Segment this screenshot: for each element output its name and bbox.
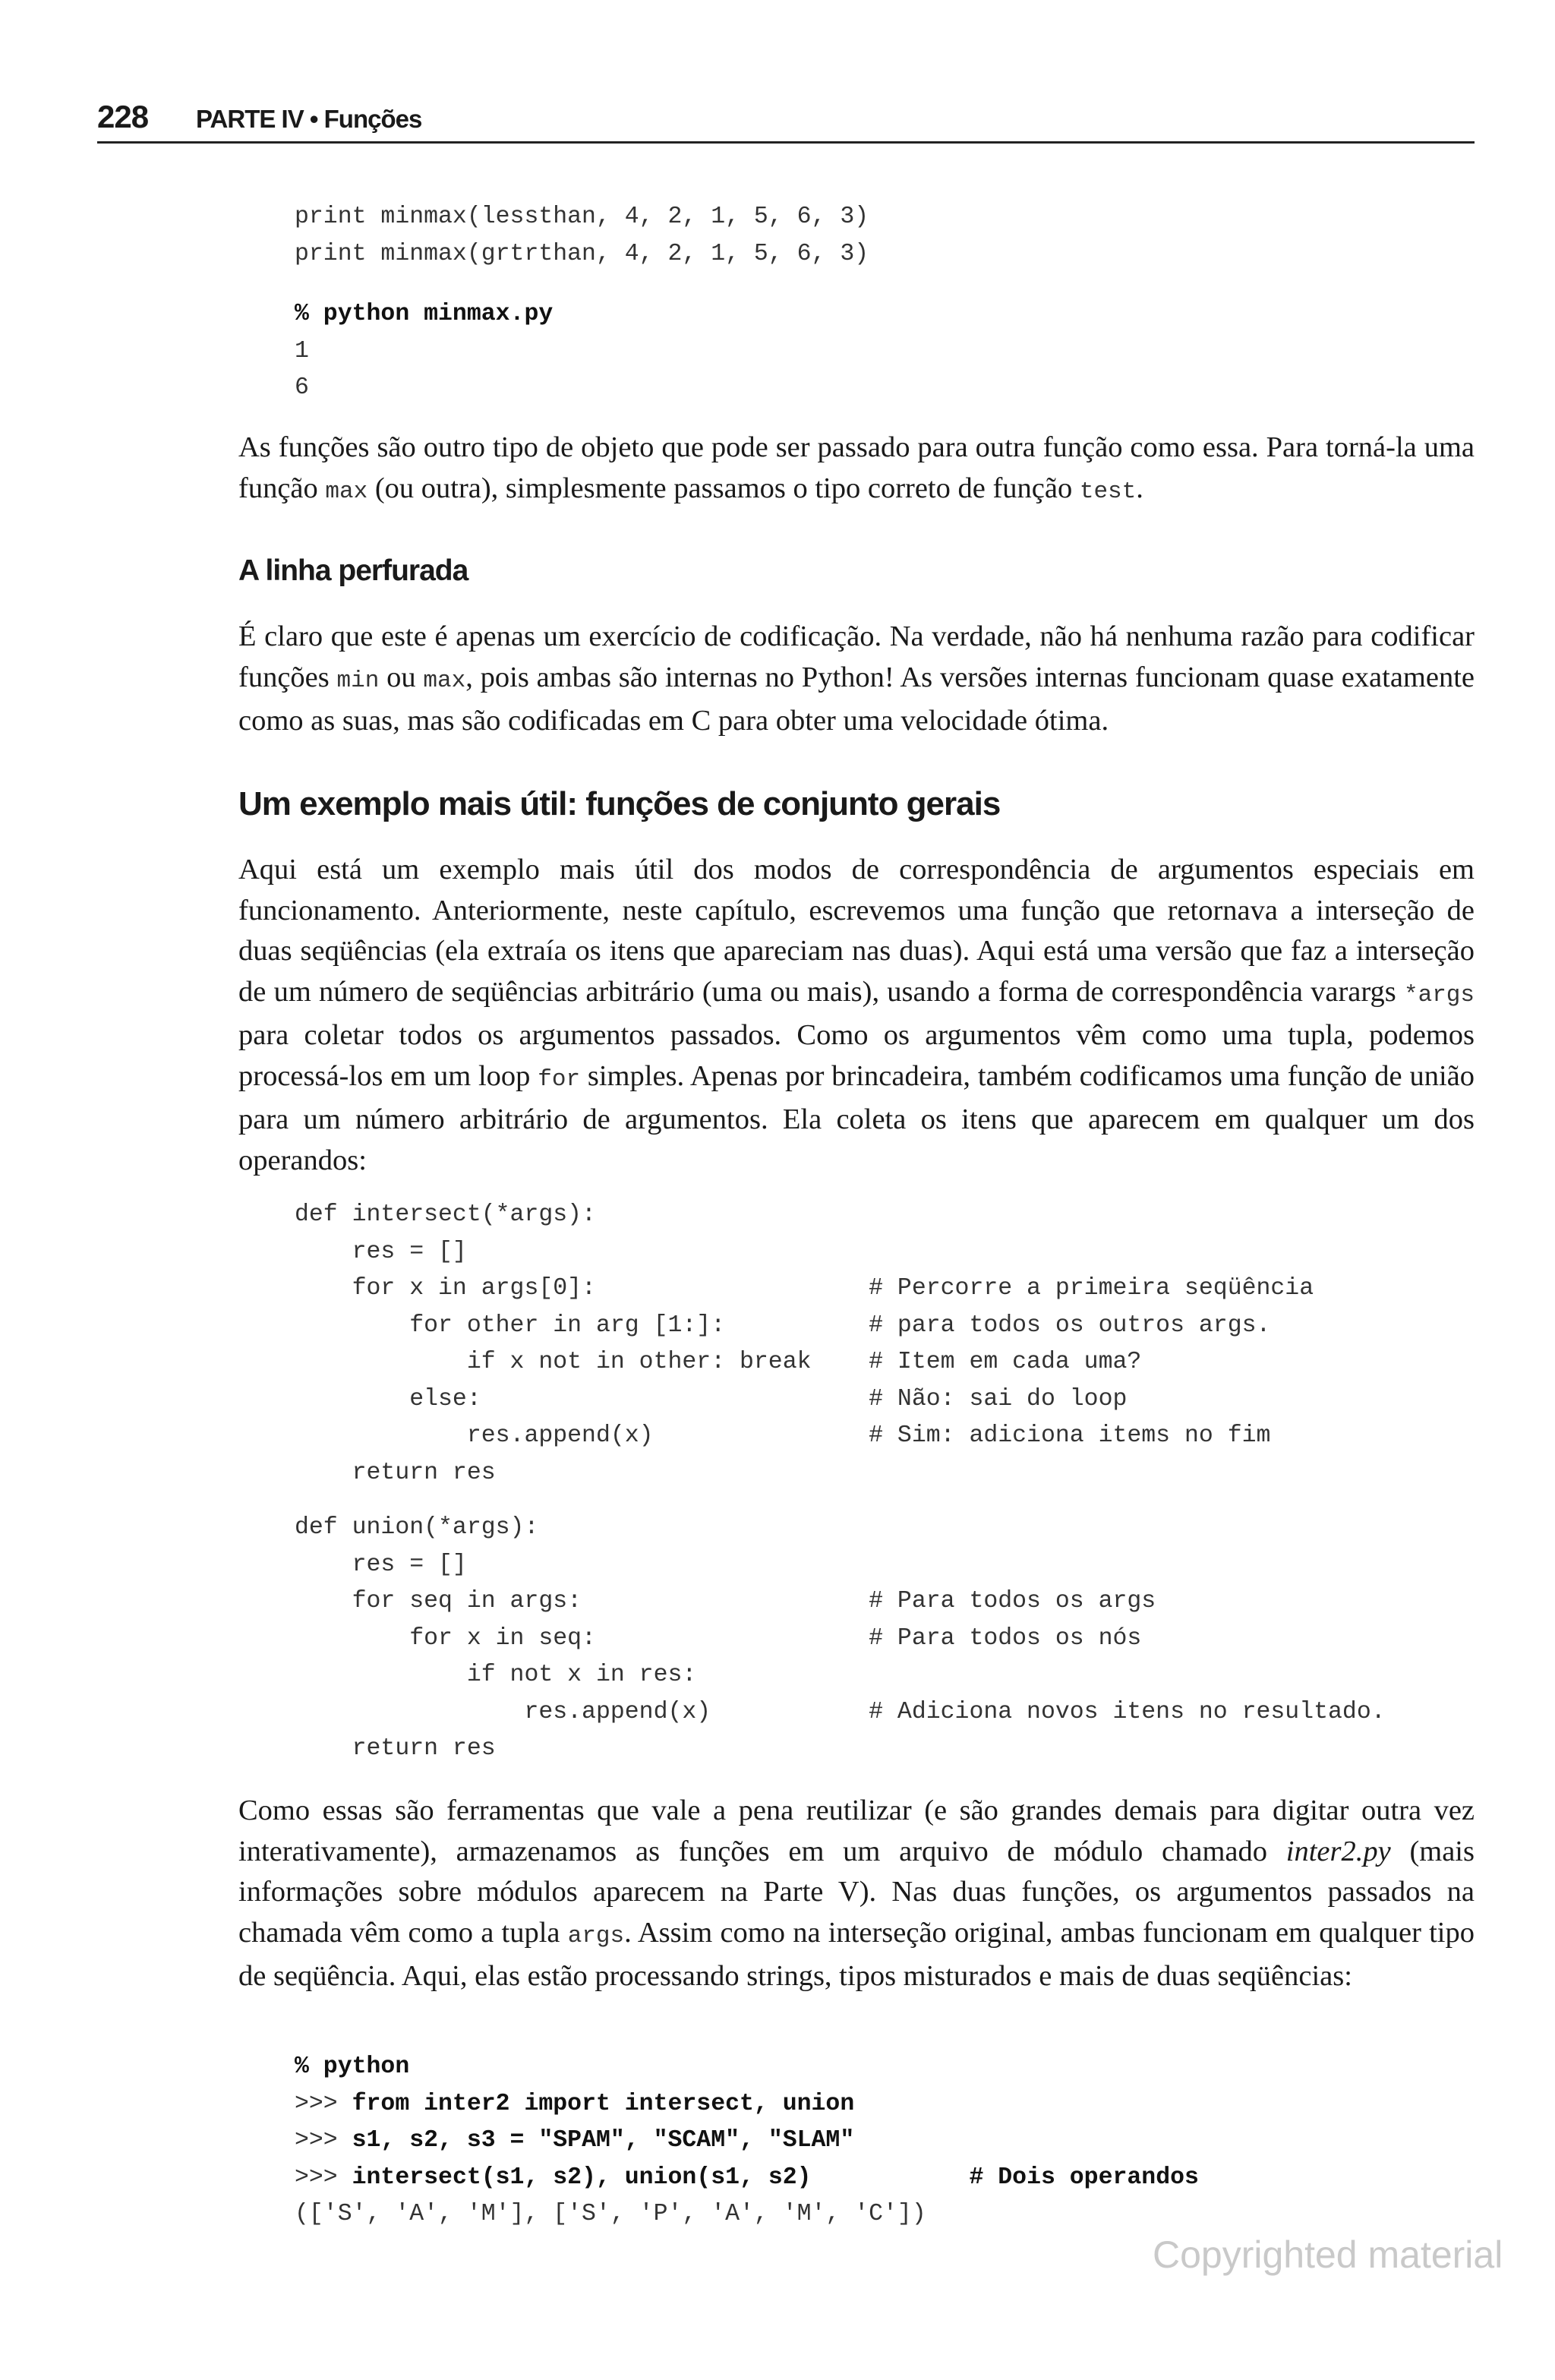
inline-code: max (325, 478, 368, 505)
watermark: Copyrighted material (1153, 2233, 1503, 2276)
code-line: else: # Não: sai do loop (295, 1385, 1128, 1413)
paragraph-set-functions-intro: Aqui está um exemplo mais útil dos modos de correspondência de argumentos especiais em funcionamento. Anteriormente, neste capítulo, escrevemos uma função que retornava a interseção de duas seqüências (ela extraía os itens que apareciam nas duas). Aqui está uma versão que faz a interseção de um número de seqüências arbitrário (uma ou mais), usando a forma de correspondência varargs *args para coletar todos os argumentos passados. Como os argumentos vêm como uma tupla, podemos processá-los em um loop for simples. Apenas por brincadeira, também codificamos uma função de união para um número arbitrário de argumentos. Ela coleta os itens que aparecem em qualquer um dos operandos: (238, 854, 1475, 1176)
prompt: >>> (295, 2127, 352, 2154)
input-line: intersect(s1, s2), union(s1, s2) # Dois operandos (352, 2164, 1199, 2191)
inline-code: min (336, 667, 380, 694)
shell-command: % python minmax.py (295, 301, 554, 327)
paragraph-builtins: É claro que este é apenas um exercício de codificação. Na verdade, não há nenhuma razão para codificar funções min ou max, pois ambas são internas no Python! As versões internas funcionam quase exatamente como as suas, mas são codificadas em C para obter uma velocidade ótima. (238, 620, 1475, 737)
code-line: for seq in args: # Para todos os args (295, 1588, 1156, 1615)
paragraph-functions-as-objects: As funções são outro tipo de objeto que pode ser passado para outra função como essa. Para torná-la uma função max (ou outra), simplesmente passamos o tipo correto de função test. (238, 431, 1475, 505)
code-line: print minmax(grtrthan, 4, 2, 1, 5, 6, 3) (295, 240, 869, 267)
code-block-minmax-run (295, 296, 553, 407)
code-line: return res (295, 1459, 496, 1486)
code-line: for other in arg [1:]: # para todos os outros args. (295, 1312, 1271, 1339)
input-line: from inter2 import intersect, union (352, 2090, 855, 2117)
code-line: def intersect(*args): (295, 1201, 596, 1228)
inline-code: args (567, 1922, 625, 1949)
inline-code: *args (1403, 981, 1475, 1009)
code-block-union (295, 1510, 1386, 1768)
output-line: 1 (295, 337, 309, 365)
section-heading-linha-perfurada: A linha perfurada (238, 554, 468, 587)
section-title: PARTE IV • Funções (196, 105, 422, 133)
inline-code: max (423, 667, 466, 694)
code-line: return res (295, 1735, 496, 1762)
page-number: 228 (97, 99, 149, 134)
prompt: >>> (295, 2090, 352, 2117)
shell-command: % python (295, 2053, 410, 2080)
inline-code: test (1079, 478, 1137, 505)
code-line: for x in args[0]: # Percorre a primeira seqüência (295, 1275, 1314, 1302)
running-header (97, 99, 1475, 146)
header-rule (97, 141, 1475, 144)
output-line: 6 (295, 374, 309, 401)
code-line: res = [] (295, 1238, 467, 1265)
code-line: def union(*args): (295, 1514, 539, 1541)
code-line: print minmax(lessthan, 4, 2, 1, 5, 6, 3) (295, 204, 869, 230)
code-line: res.append(x) # Sim: adiciona items no fim (295, 1422, 1271, 1449)
code-line: for x in seq: # Para todos os nós (295, 1624, 1142, 1652)
output-line: (['S', 'A', 'M'], ['S', 'P', 'A', 'M', 'C']) (295, 2201, 926, 2227)
prompt: >>> (295, 2164, 352, 2191)
code-block-interactive-session (295, 2049, 1199, 2233)
code-block-intersect (295, 1197, 1314, 1491)
paragraph-inter2-module: Como essas são ferramentas que vale a pena reutilizar (e são grandes demais para digitar outra vez interativamente), armazenamos as funções em um arquivo de módulo chamado inter2.py (mais informações sobre módulos aparecem na Parte V). Nas duas funções, os argumentos passados na chamada vêm como a tupla args. Assim como na interseção original, ambas funcionam em qualquer tipo de seqüência. Aqui, elas estão processando strings, tipos misturados e mais de duas seqüências: (238, 1794, 1475, 1992)
input-line: s1, s2, s3 = "SPAM", "SCAM", "SLAM" (352, 2127, 855, 2154)
code-line: if x not in other: break # Item em cada uma? (295, 1349, 1142, 1375)
inline-code: for (538, 1065, 581, 1093)
code-block-minmax-calls (295, 199, 869, 273)
section-heading-set-functions: Um exemplo mais útil: funções de conjunto gerais (238, 785, 1001, 822)
code-line: res = [] (295, 1551, 467, 1578)
code-line: if not x in res: (295, 1662, 697, 1688)
code-line: res.append(x) # Adiciona novos itens no resultado. (295, 1698, 1386, 1725)
inline-filename: inter2.py (1285, 1835, 1391, 1867)
